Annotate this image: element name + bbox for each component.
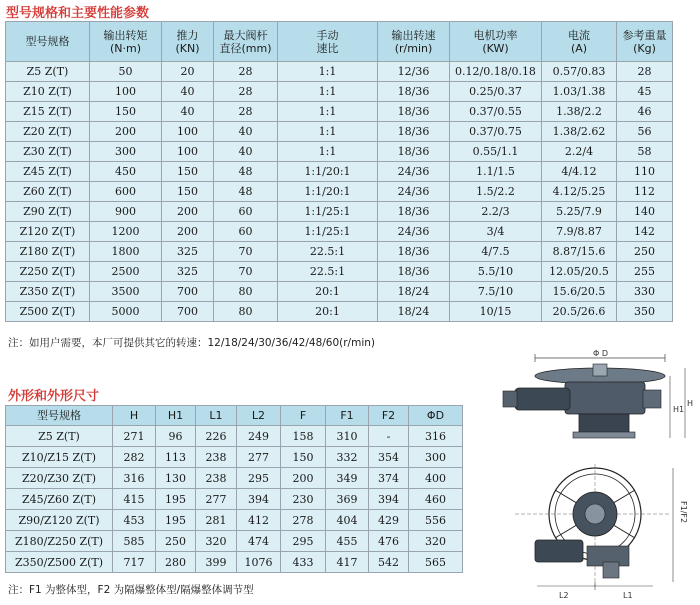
dim-header-cell: 型号规格 — [6, 406, 113, 426]
spec-table-cell: 50 — [90, 62, 162, 82]
spec-table-cell: 60 — [214, 222, 278, 242]
spec-table-cell: 150 — [162, 162, 214, 182]
spec-table-cell: 0.57/0.83 — [542, 62, 617, 82]
spec-table-cell: 5000 — [90, 302, 162, 322]
spec-table-row — [6, 282, 673, 302]
dim-table-cell: 394 — [369, 489, 409, 510]
spec-note: 注：如用户需要，本厂可提供其它的转速：12/18/24/30/36/42/48/60(r/min) — [8, 337, 375, 349]
dim-table-cell: Z5 Z(T) — [6, 426, 113, 447]
spec-header-cell: 手动 速比 — [278, 22, 378, 62]
dim-table-cell: Z20/Z30 Z(T) — [6, 468, 113, 489]
dim-table-cell: 349 — [326, 468, 369, 489]
spec-table-cell: 1.1/1.5 — [450, 162, 542, 182]
dim-table-cell: 277 — [196, 489, 237, 510]
spec-table-row — [6, 82, 673, 102]
dim-table-cell: 295 — [281, 531, 326, 552]
f-label: F1/F2 — [679, 501, 688, 524]
spec-table-cell: 1:1/25:1 — [278, 202, 378, 222]
spec-table-cell: 112 — [617, 182, 673, 202]
spec-table-cell: 1.03/1.38 — [542, 82, 617, 102]
spec-header-cell: 型号规格 — [6, 22, 90, 62]
dim-table-cell: 476 — [369, 531, 409, 552]
spec-table-cell: 7.9/8.87 — [542, 222, 617, 242]
spec-table-cell: Z15 Z(T) — [6, 102, 90, 122]
spec-table-cell: 40 — [162, 82, 214, 102]
spec-table-row — [6, 162, 673, 182]
dim-table-cell: 412 — [237, 510, 281, 531]
spec-table-cell: 450 — [90, 162, 162, 182]
spec-header-row — [6, 22, 673, 62]
dim-table-cell: 415 — [113, 489, 156, 510]
spec-table-cell: 18/24 — [378, 302, 450, 322]
spec-table-cell: 325 — [162, 262, 214, 282]
spec-table-cell: 1.38/2.2 — [542, 102, 617, 122]
spec-table-cell: 15.6/20.5 — [542, 282, 617, 302]
spec-table-cell: 1.38/2.62 — [542, 122, 617, 142]
spec-table-cell: 40 — [214, 142, 278, 162]
dim-table-row — [6, 447, 463, 468]
dim-table-cell: 556 — [409, 510, 463, 531]
spec-table-cell: 1:1 — [278, 62, 378, 82]
dim-table-cell: 281 — [196, 510, 237, 531]
spec-table-row — [6, 302, 673, 322]
h1-label: H1 — [673, 405, 685, 414]
spec-table-cell: Z60 Z(T) — [6, 182, 90, 202]
spec-header-cell: 推力 (KN) — [162, 22, 214, 62]
dim-table-cell: 399 — [196, 552, 237, 573]
dim-table-cell: - — [369, 426, 409, 447]
spec-table-cell: 150 — [162, 182, 214, 202]
spec-table-cell: 200 — [90, 122, 162, 142]
spec-table-cell: 1.5/2.2 — [450, 182, 542, 202]
dim-table-cell: 316 — [409, 426, 463, 447]
dim-table-cell: 250 — [156, 531, 196, 552]
spec-table-cell: 18/36 — [378, 262, 450, 282]
dim-header-cell: H1 — [156, 406, 196, 426]
dim-table-cell: 460 — [409, 489, 463, 510]
dim-header-row — [6, 406, 463, 426]
dim-table-cell: 282 — [113, 447, 156, 468]
dim-table-cell: 277 — [237, 447, 281, 468]
dim-table-cell: 249 — [237, 426, 281, 447]
dim-table-cell: 565 — [409, 552, 463, 573]
spec-table-cell: 22.5:1 — [278, 262, 378, 282]
spec-table-cell: 100 — [90, 82, 162, 102]
dim-table-cell: Z90/Z120 Z(T) — [6, 510, 113, 531]
dim-table-row — [6, 468, 463, 489]
spec-table-cell: 7.5/10 — [450, 282, 542, 302]
dim-table-cell: 158 — [281, 426, 326, 447]
spec-table-cell: Z5 Z(T) — [6, 62, 90, 82]
spec-table-cell: 18/36 — [378, 202, 450, 222]
spec-table-cell: 200 — [162, 202, 214, 222]
dim-table-cell: 1076 — [237, 552, 281, 573]
dim-header-cell: F1 — [326, 406, 369, 426]
spec-table-cell: 1:1 — [278, 102, 378, 122]
spec-table-row — [6, 142, 673, 162]
spec-table-row — [6, 182, 673, 202]
dim-table-cell: 300 — [409, 447, 463, 468]
dim-table-cell: 230 — [281, 489, 326, 510]
spec-table-cell: 28 — [214, 102, 278, 122]
spec-table-cell: 5.25/7.9 — [542, 202, 617, 222]
spec-table-cell: 24/36 — [378, 162, 450, 182]
dim-table-cell: 113 — [156, 447, 196, 468]
dim-table-row — [6, 489, 463, 510]
spec-table-row — [6, 222, 673, 242]
dim-table-cell: Z350/Z500 Z(T) — [6, 552, 113, 573]
spec-table-cell: 70 — [214, 262, 278, 282]
spec-table-cell: 142 — [617, 222, 673, 242]
spec-table-cell: 20 — [162, 62, 214, 82]
spec-table-cell: 0.25/0.37 — [450, 82, 542, 102]
dim-table-cell: 417 — [326, 552, 369, 573]
dim-table-row — [6, 531, 463, 552]
dim-table-cell: 130 — [156, 468, 196, 489]
spec-table-cell: 0.55/1.1 — [450, 142, 542, 162]
spec-table-cell: 700 — [162, 302, 214, 322]
spec-table-cell: 1:1 — [278, 142, 378, 162]
dim-table-cell: 195 — [156, 489, 196, 510]
spec-table-cell: Z350 Z(T) — [6, 282, 90, 302]
spec-table-cell: 1800 — [90, 242, 162, 262]
dim-table-cell: 433 — [281, 552, 326, 573]
spec-table-row — [6, 102, 673, 122]
dim-table-cell: Z180/Z250 Z(T) — [6, 531, 113, 552]
dim-note: 注：F1 为整体型，F2 为隔爆整体型/隔爆整体调节型 — [8, 584, 254, 596]
spec-table-cell: 20:1 — [278, 282, 378, 302]
dim-header-cell: L1 — [196, 406, 237, 426]
spec-table-cell: 3500 — [90, 282, 162, 302]
dim-table-cell: 295 — [237, 468, 281, 489]
spec-table-cell: 20.5/26.6 — [542, 302, 617, 322]
spec-table-cell: Z10 Z(T) — [6, 82, 90, 102]
spec-table-cell: Z20 Z(T) — [6, 122, 90, 142]
spec-table-cell: 0.37/0.75 — [450, 122, 542, 142]
spec-table-cell: 3/4 — [450, 222, 542, 242]
spec-table-cell: 4/7.5 — [450, 242, 542, 262]
dim-table-cell: 369 — [326, 489, 369, 510]
dim-table-cell: 394 — [237, 489, 281, 510]
spec-table-cell: 0.37/0.55 — [450, 102, 542, 122]
spec-table-row — [6, 62, 673, 82]
spec-table-cell: 18/36 — [378, 242, 450, 262]
spec-table-row — [6, 202, 673, 222]
spec-table-cell: Z500 Z(T) — [6, 302, 90, 322]
spec-table-cell: 300 — [90, 142, 162, 162]
dim-header-cell: L2 — [237, 406, 281, 426]
actuator-top-view — [495, 462, 695, 604]
spec-header-cell: 电机功率 (KW) — [450, 22, 542, 62]
dim-table — [5, 405, 463, 573]
spec-table-cell: 2500 — [90, 262, 162, 282]
spec-table-cell: Z45 Z(T) — [6, 162, 90, 182]
spec-table-cell: 100 — [162, 122, 214, 142]
spec-table-cell: 2.2/4 — [542, 142, 617, 162]
spec-table-row — [6, 262, 673, 282]
spec-table-cell: 8.87/15.6 — [542, 242, 617, 262]
dim-table-cell: 320 — [409, 531, 463, 552]
spec-table-cell: 700 — [162, 282, 214, 302]
dim-table-cell: 404 — [326, 510, 369, 531]
spec-table-cell: 24/36 — [378, 182, 450, 202]
dim-table-cell: 332 — [326, 447, 369, 468]
spec-section-title: 型号规格和主要性能参数 — [6, 6, 150, 21]
spec-table-cell: 1:1/25:1 — [278, 222, 378, 242]
l1-label: L1 — [623, 591, 633, 600]
spec-table-cell: 20:1 — [278, 302, 378, 322]
dim-table-row — [6, 510, 463, 531]
dim-table-cell: 271 — [113, 426, 156, 447]
spec-table-cell: 80 — [214, 302, 278, 322]
spec-header-cell: 最大阀杆 直径(mm) — [214, 22, 278, 62]
spec-table-cell: 56 — [617, 122, 673, 142]
dim-table-row — [6, 426, 463, 447]
spec-table-cell: Z90 Z(T) — [6, 202, 90, 222]
spec-table-cell: 40 — [214, 122, 278, 142]
spec-table-cell: 60 — [214, 202, 278, 222]
spec-table-cell: 28 — [214, 82, 278, 102]
dim-table-cell: 150 — [281, 447, 326, 468]
spec-table-cell: 325 — [162, 242, 214, 262]
spec-table-cell: 900 — [90, 202, 162, 222]
spec-table-cell: Z180 Z(T) — [6, 242, 90, 262]
spec-table-cell: 58 — [617, 142, 673, 162]
dim-section-title: 外形和外形尺寸 — [8, 389, 100, 404]
spec-table-row — [6, 122, 673, 142]
dim-table-cell: 474 — [237, 531, 281, 552]
spec-table-cell: Z120 Z(T) — [6, 222, 90, 242]
spec-table-cell: 4.12/5.25 — [542, 182, 617, 202]
spec-table-cell: 110 — [617, 162, 673, 182]
spec-table-cell: 350 — [617, 302, 673, 322]
spec-table-cell: 12.05/20.5 — [542, 262, 617, 282]
spec-table-cell: 28 — [214, 62, 278, 82]
spec-table-cell: 150 — [90, 102, 162, 122]
spec-header-cell: 输出转矩 (N·m) — [90, 22, 162, 62]
dim-table-cell: 280 — [156, 552, 196, 573]
spec-table-cell: 24/36 — [378, 222, 450, 242]
dim-table-cell: 717 — [113, 552, 156, 573]
dim-table-cell: 374 — [369, 468, 409, 489]
dim-header-cell: F2 — [369, 406, 409, 426]
dim-header-cell: ΦD — [409, 406, 463, 426]
spec-table-cell: 100 — [162, 142, 214, 162]
spec-table-cell: 330 — [617, 282, 673, 302]
spec-table-cell: 5.5/10 — [450, 262, 542, 282]
l2-label: L2 — [559, 591, 569, 600]
dim-table-cell: 238 — [196, 447, 237, 468]
spec-table-cell: 48 — [214, 162, 278, 182]
dim-table-cell: 316 — [113, 468, 156, 489]
spec-table-cell: 250 — [617, 242, 673, 262]
dim-header-cell: H — [113, 406, 156, 426]
spec-table-cell: 18/36 — [378, 142, 450, 162]
spec-table-cell: 4/4.12 — [542, 162, 617, 182]
spec-table-cell: 18/36 — [378, 122, 450, 142]
dim-header-cell: F — [281, 406, 326, 426]
dim-table-cell: 200 — [281, 468, 326, 489]
dim-table-cell: 226 — [196, 426, 237, 447]
spec-table-cell: 40 — [162, 102, 214, 122]
dim-table-cell: Z10/Z15 Z(T) — [6, 447, 113, 468]
spec-table-cell: 46 — [617, 102, 673, 122]
spec-table-cell: 255 — [617, 262, 673, 282]
diameter-label: Φ D — [593, 349, 608, 358]
dim-table-cell: Z45/Z60 Z(T) — [6, 489, 113, 510]
dim-table-cell: 542 — [369, 552, 409, 573]
dim-table-cell: 320 — [196, 531, 237, 552]
spec-table-cell: 1200 — [90, 222, 162, 242]
spec-table-cell: Z30 Z(T) — [6, 142, 90, 162]
spec-table-cell: 140 — [617, 202, 673, 222]
spec-header-cell: 电流 (A) — [542, 22, 617, 62]
spec-table-cell: 18/24 — [378, 282, 450, 302]
spec-table-row — [6, 242, 673, 262]
h-label: H — [687, 399, 694, 408]
spec-table-cell: 1:1 — [278, 82, 378, 102]
spec-table — [5, 21, 673, 322]
spec-table-cell: 10/15 — [450, 302, 542, 322]
spec-table-cell: 80 — [214, 282, 278, 302]
spec-table-cell: 600 — [90, 182, 162, 202]
spec-table-cell: 48 — [214, 182, 278, 202]
dim-table-row — [6, 552, 463, 573]
spec-table-cell: 70 — [214, 242, 278, 262]
spec-table-cell: 22.5:1 — [278, 242, 378, 262]
dim-table-cell: 238 — [196, 468, 237, 489]
spec-table-cell: 1:1/20:1 — [278, 162, 378, 182]
spec-header-cell: 参考重量 (Kg) — [617, 22, 673, 62]
spec-table-cell: 18/36 — [378, 82, 450, 102]
spec-header-cell: 输出转速 (r/min) — [378, 22, 450, 62]
spec-table-cell: 28 — [617, 62, 673, 82]
dim-table-cell: 585 — [113, 531, 156, 552]
spec-table-cell: 0.12/0.18/0.18 — [450, 62, 542, 82]
spec-table-cell: 200 — [162, 222, 214, 242]
dim-table-cell: 354 — [369, 447, 409, 468]
spec-table-cell: 1:1 — [278, 122, 378, 142]
spec-table-cell: 45 — [617, 82, 673, 102]
dim-table-cell: 96 — [156, 426, 196, 447]
spec-table-cell: 12/36 — [378, 62, 450, 82]
dim-table-cell: 400 — [409, 468, 463, 489]
spec-table-cell: Z250 Z(T) — [6, 262, 90, 282]
actuator-side-view — [495, 346, 695, 446]
dim-table-cell: 453 — [113, 510, 156, 531]
dim-table-cell: 455 — [326, 531, 369, 552]
spec-table-cell: 1:1/20:1 — [278, 182, 378, 202]
dim-table-cell: 429 — [369, 510, 409, 531]
dim-table-cell: 278 — [281, 510, 326, 531]
dim-table-cell: 310 — [326, 426, 369, 447]
dim-table-cell: 195 — [156, 510, 196, 531]
spec-table-cell: 2.2/3 — [450, 202, 542, 222]
spec-table-cell: 18/36 — [378, 102, 450, 122]
